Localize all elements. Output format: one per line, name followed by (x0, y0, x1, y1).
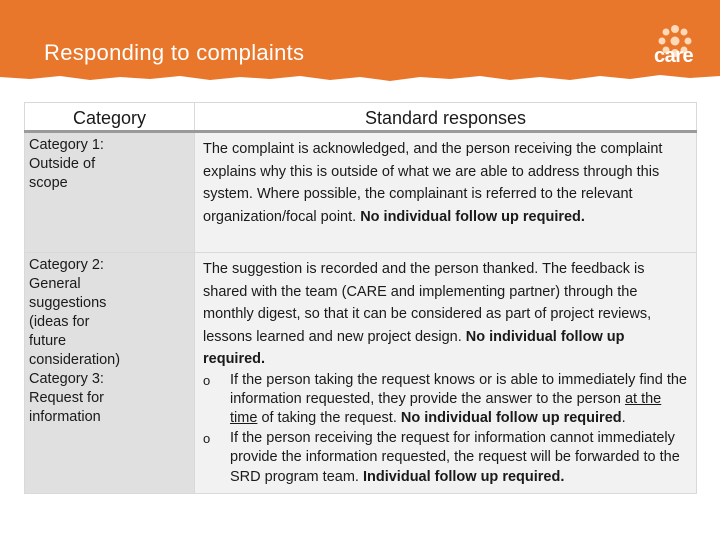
category-line: suggestions (29, 295, 107, 311)
category-cell (25, 253, 195, 494)
bullet-bold-text: Individual follow up required. (362, 468, 565, 485)
care-logo-text: care (654, 45, 694, 67)
category-line: General (29, 276, 81, 292)
category-line: (ideas for (29, 314, 90, 330)
category-line: Category 3: (29, 371, 104, 387)
responses-table (24, 102, 697, 494)
category-line: Category 1: (29, 137, 104, 153)
bullet-list (203, 371, 688, 487)
list-item (203, 429, 688, 487)
category-line: future (29, 333, 67, 349)
category-line: scope (29, 175, 68, 191)
bullet-tail: . (621, 409, 626, 426)
response-text: The complaint is acknowledged, and the person receiving the complaint explains why this is outside of what we are able to address through this system. Where possible, the complainant is referred to the relevant organization/focal point. (203, 141, 663, 225)
column-header-standard-responses: Standard responses (195, 103, 697, 132)
table-row (25, 132, 697, 253)
response-bold-text: No individual follow up required. (203, 328, 625, 367)
response-text: The suggestion is recorded and the person thanked. The feedback is shared with the team (CARE and implementing partner) through the monthly digest, so that it can be considered as part of project reviews, lessons learned and new project design. (203, 261, 652, 345)
bullet-text: of taking the request. (261, 409, 397, 426)
bullet-marker: o (203, 372, 211, 388)
column-header-category: Category (25, 103, 195, 132)
response-cell (195, 132, 697, 253)
header-banner (0, 0, 720, 86)
table-row (25, 253, 697, 494)
bullet-marker: o (203, 431, 211, 447)
list-item (203, 371, 688, 429)
category-line: information (29, 409, 101, 425)
page-title: Responding to complaints (44, 40, 305, 65)
category-line: consideration) (29, 352, 121, 368)
bullet-text: If the person receiving the request for information cannot immediately provide the information requested, the request will be forwarded to the SRD program team. (230, 430, 680, 485)
bullet-text: If the person taking the request knows or is able to immediately find the information requested, they provide the answer to the person (230, 371, 687, 407)
bullet-underlined-text: at the time (230, 390, 662, 426)
category-line: Outside of (29, 156, 96, 172)
response-cell (195, 253, 697, 494)
bullet-bold-text: No individual follow up required (400, 409, 622, 426)
category-cell (25, 132, 195, 253)
category-line: Category 2: (29, 257, 104, 273)
category-line: Request for (29, 390, 104, 406)
table-header-row (25, 103, 697, 132)
response-bold-text: No individual follow up required. (360, 208, 585, 225)
